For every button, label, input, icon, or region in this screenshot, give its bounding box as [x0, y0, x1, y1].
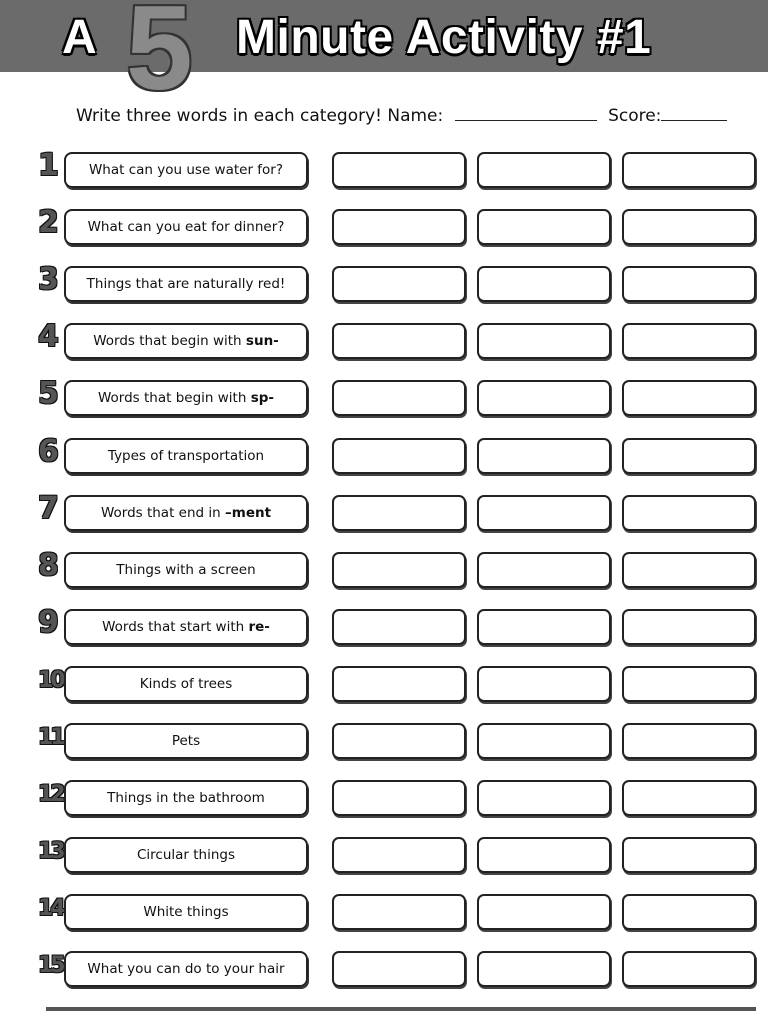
instructions-line: [76, 106, 756, 126]
prompt-text: Things with a screen: [116, 561, 256, 578]
prompt-emphasis: sp-: [250, 390, 275, 407]
answer-box-2[interactable]: [477, 666, 611, 702]
category-prompt: [64, 552, 308, 588]
title-letter-a: A: [62, 11, 98, 64]
category-prompt: [64, 780, 308, 816]
answer-box-1[interactable]: [332, 209, 466, 245]
prompt-emphasis: re-: [248, 618, 270, 635]
category-prompt: [64, 723, 308, 759]
category-prompt: [64, 609, 308, 645]
category-row: [0, 433, 768, 476]
prompt-text: Words that end in: [100, 504, 225, 521]
category-row: [0, 207, 768, 247]
category-prompt: [64, 323, 308, 359]
answer-box-3[interactable]: [622, 495, 756, 531]
row-number: 2: [38, 205, 56, 241]
answer-box-2[interactable]: [477, 894, 611, 930]
answer-box-1[interactable]: [332, 609, 466, 645]
answer-box-2[interactable]: [477, 209, 611, 245]
answer-box-3[interactable]: [622, 837, 756, 873]
row-number: 6: [38, 433, 56, 469]
answer-box-3[interactable]: [622, 552, 756, 588]
answer-box-2[interactable]: [477, 780, 611, 816]
score-field[interactable]: [661, 106, 727, 121]
prompt-text: Circular things: [136, 847, 236, 864]
answer-box-1[interactable]: [332, 951, 466, 987]
row-number: 11: [38, 725, 63, 750]
answer-box-1[interactable]: [332, 152, 466, 188]
category-row: [0, 664, 768, 704]
answer-box-3[interactable]: [622, 209, 756, 245]
category-row: [0, 778, 768, 818]
score-label: Score:: [608, 106, 662, 126]
answer-box-2[interactable]: [477, 552, 611, 588]
category-row: [0, 949, 768, 989]
answer-box-2[interactable]: [477, 323, 611, 359]
prompt-text: What can you eat for dinner?: [87, 219, 285, 236]
prompt-text: What can you use water for?: [88, 162, 284, 178]
answer-box-2[interactable]: [477, 380, 611, 416]
answer-box-1[interactable]: [332, 837, 466, 873]
page-title: Minute Activity #1: [236, 11, 652, 64]
category-row: [0, 490, 768, 533]
answer-box-3[interactable]: [622, 380, 756, 416]
answer-box-3[interactable]: [622, 666, 756, 702]
category-prompt: [64, 666, 308, 702]
category-row: [0, 150, 768, 190]
footer-divider: [46, 1007, 756, 1011]
row-number: 15: [38, 953, 63, 979]
category-row: [0, 547, 768, 590]
answer-box-2[interactable]: [477, 723, 611, 759]
prompt-text: Pets: [171, 733, 201, 749]
prompt-text: White things: [143, 904, 229, 921]
row-number: 10: [38, 667, 63, 693]
category-row: [0, 321, 768, 361]
category-row: [0, 378, 768, 418]
answer-box-3[interactable]: [622, 951, 756, 987]
answer-box-1[interactable]: [332, 323, 466, 359]
category-prompt: [64, 894, 308, 930]
answer-box-2[interactable]: [477, 266, 611, 302]
row-number: 8: [38, 547, 56, 583]
answer-box-1[interactable]: [332, 894, 466, 930]
answer-box-2[interactable]: [477, 951, 611, 987]
category-row: [0, 264, 768, 304]
row-number: 5: [38, 376, 56, 412]
instructions-text: Write three words in each category! Name:: [76, 106, 444, 126]
category-prompt: [64, 837, 308, 873]
category-row: [0, 721, 768, 761]
prompt-text: Things that are naturally red!: [86, 276, 286, 293]
answer-box-2[interactable]: [477, 438, 611, 474]
answer-box-1[interactable]: [332, 552, 466, 588]
answer-box-2[interactable]: [477, 837, 611, 873]
answer-box-1[interactable]: [332, 723, 466, 759]
category-prompt: [64, 380, 308, 416]
prompt-text: Things in the bathroom: [107, 790, 265, 807]
answer-box-3[interactable]: [622, 152, 756, 188]
row-number: 9: [38, 604, 56, 640]
category-row: [0, 892, 768, 932]
prompt-emphasis: –ment: [225, 504, 272, 521]
answer-box-2[interactable]: [477, 495, 611, 531]
answer-box-1[interactable]: [332, 495, 466, 531]
answer-box-1[interactable]: [332, 380, 466, 416]
name-field[interactable]: [455, 106, 597, 121]
row-number: 14: [38, 896, 63, 922]
category-prompt: [64, 438, 308, 474]
category-row: [0, 835, 768, 875]
row-number: 12: [38, 782, 63, 808]
row-number: 13: [38, 839, 63, 865]
answer-box-1[interactable]: [332, 780, 466, 816]
title-number-five: 5: [126, 0, 193, 115]
category-row: [0, 604, 768, 647]
prompt-text: Kinds of trees: [139, 675, 233, 692]
prompt-text: Words that begin with: [93, 333, 246, 350]
row-number: 4: [38, 319, 56, 355]
category-prompt: [64, 209, 308, 245]
answer-box-1[interactable]: [332, 266, 466, 302]
answer-box-1[interactable]: [332, 666, 466, 702]
answer-box-3[interactable]: [622, 266, 756, 302]
category-prompt: [64, 266, 308, 302]
prompt-text: Words that begin with: [97, 390, 251, 407]
answer-box-3[interactable]: [622, 609, 756, 645]
prompt-text: Words that start with: [102, 618, 249, 635]
answer-box-3[interactable]: [622, 723, 756, 759]
row-number: 3: [38, 262, 56, 298]
answer-box-3[interactable]: [622, 438, 756, 474]
category-prompt: [64, 152, 308, 188]
prompt-text: Types of transportation: [107, 447, 265, 464]
answer-box-1[interactable]: [332, 438, 466, 474]
row-number: 7: [38, 490, 56, 526]
answer-box-2[interactable]: [477, 609, 611, 645]
answer-box-2[interactable]: [477, 152, 611, 188]
category-prompt: [64, 495, 308, 531]
answer-box-3[interactable]: [622, 323, 756, 359]
prompt-emphasis: sun-: [245, 333, 279, 350]
row-number: 1: [38, 148, 56, 183]
category-prompt: [64, 951, 308, 987]
answer-box-3[interactable]: [622, 780, 756, 816]
prompt-text: What you can do to your hair: [87, 961, 285, 978]
answer-box-3[interactable]: [622, 894, 756, 930]
